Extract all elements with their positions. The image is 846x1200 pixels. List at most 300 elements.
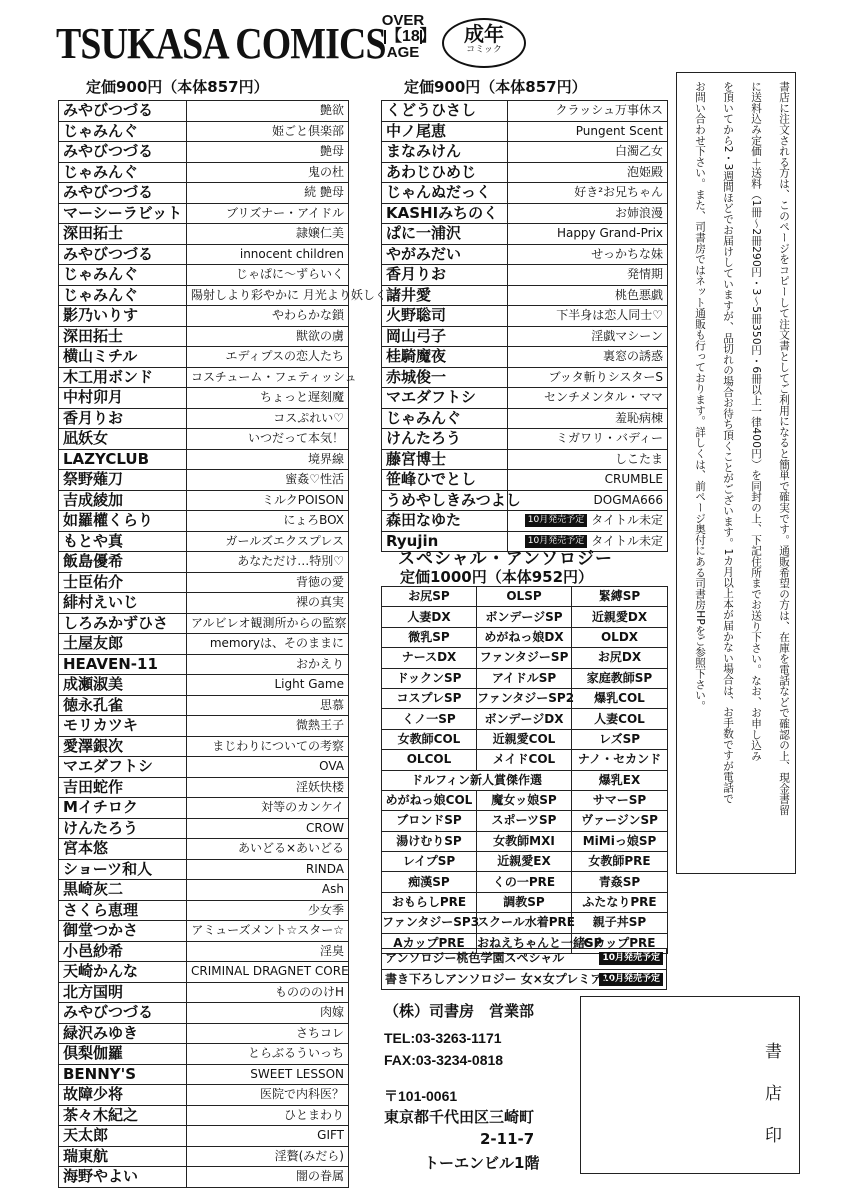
table-row — [59, 429, 349, 450]
author-name: 祭野薙刀 — [59, 470, 187, 491]
book-title: SWEET LESSON — [187, 1064, 349, 1085]
author-name: マエダフトシ — [382, 388, 508, 409]
author-name: けんたろう — [382, 429, 508, 450]
table-row — [59, 552, 349, 573]
release-badge: 10月発売予定 — [525, 514, 587, 527]
anthology-title: ファンタジーSP2 — [477, 688, 572, 708]
grid-row — [382, 648, 668, 668]
book-title: アミューズメント☆スター☆ — [187, 921, 349, 942]
table-row — [382, 449, 668, 470]
book-title: 背徳の愛 — [187, 572, 349, 593]
author-name: 飯島優希 — [59, 552, 187, 573]
author-name: 笹峰ひでとし — [382, 470, 508, 491]
book-title: じゃぱに～ずらいく — [187, 265, 349, 286]
table-row — [382, 101, 668, 122]
grid-row — [382, 831, 668, 851]
book-title: 裏窓の誘惑 — [602, 349, 663, 364]
author-name: 深田拓士 — [59, 326, 187, 347]
book-title: ミルクPOISON — [187, 490, 349, 511]
upcoming-anthologies — [381, 948, 667, 990]
book-title: 裸の真実 — [187, 593, 349, 614]
author-name: Ryujin — [382, 531, 508, 552]
anthology-title: ヴァージンSP — [572, 811, 668, 831]
anthology-title: ふたなりPRE — [572, 892, 668, 912]
anthology-title: 湯けむりSP — [382, 831, 477, 851]
table-row — [382, 388, 668, 409]
book-title-cell — [508, 408, 668, 429]
table-row — [382, 949, 667, 970]
anthology-title: お尻SP — [382, 587, 477, 607]
author-name: 吉田蛇作 — [59, 777, 187, 798]
anthology-title: 爆乳COL — [572, 688, 668, 708]
anthology-title: 近親愛DX — [572, 607, 668, 627]
anthology-title: 爆乳EX — [572, 770, 668, 790]
table-row — [59, 1003, 349, 1024]
book-title: CROW — [187, 818, 349, 839]
table-row — [59, 982, 349, 1003]
table-row — [59, 798, 349, 819]
book-title: 艶欲 — [187, 101, 349, 122]
author-name: KASHIみちのく — [382, 203, 508, 224]
book-title: アルビレオ観測所からの監察 — [187, 613, 349, 634]
book-title: ブッタ斬りシスターS — [548, 369, 663, 384]
book-title: Pungent Scent — [575, 123, 663, 138]
book-title: ブリズナー・アイドル — [187, 203, 349, 224]
anthology-title: メイドCOL — [477, 750, 572, 770]
author-name: みやびつづる — [59, 244, 187, 265]
book-title: DOGMA666 — [593, 492, 663, 507]
author-name: 桂騎魔夜 — [382, 347, 508, 368]
table-row — [59, 1167, 349, 1188]
table-row — [59, 736, 349, 757]
notice-line-1: 書店に注文される方は、このページをコピーして注文書としてご利用になると簡単で確実です。通販希望の方は、在庫を電話などで確認の上、現金書留 — [778, 81, 790, 816]
anthology-title: 女教師COL — [382, 729, 477, 749]
author-name: 影乃いりす — [59, 306, 187, 327]
book-title: エディプスの恋人たち — [187, 347, 349, 368]
table-row — [59, 634, 349, 655]
book-title: さちコレ — [187, 1023, 349, 1044]
author-name: マエダフトシ — [59, 757, 187, 778]
anthology-title: ボンデージDX — [477, 709, 572, 729]
anthology-title: アイドルSP — [477, 668, 572, 688]
book-title: おかえり — [187, 654, 349, 675]
table-row — [59, 654, 349, 675]
grid-row — [382, 587, 668, 607]
table-row — [382, 969, 667, 990]
table-row — [59, 839, 349, 860]
author-name: 海野やよい — [59, 1167, 187, 1188]
author-name: 森田なゆた — [382, 511, 508, 532]
left-catalog-table — [58, 100, 399, 1188]
author-name: やがみだい — [382, 244, 508, 265]
table-row — [59, 449, 349, 470]
anthology-title: ドルフィン新人賞傑作選 — [382, 770, 572, 790]
author-name: さくら恵理 — [59, 900, 187, 921]
book-title: ひとまわり — [187, 1105, 349, 1126]
anthology-title: くの一PRE — [477, 872, 572, 892]
book-title: 羞恥病棟 — [614, 410, 663, 425]
book-title-cell — [508, 101, 668, 122]
book-title: あいどる×あいどる — [187, 839, 349, 860]
table-row — [59, 593, 349, 614]
book-title: 肉嫁 — [187, 1003, 349, 1024]
anthology-title: ドックンSP — [382, 668, 477, 688]
book-title: タイトル未定 — [591, 533, 663, 548]
book-title: 思慕 — [187, 695, 349, 716]
book-title-cell — [508, 490, 668, 511]
anthology-title: ファンタジーSP3 — [382, 913, 477, 933]
anthology-cell — [382, 949, 667, 970]
book-title: 艶母 — [187, 142, 349, 163]
book-title: RINDA — [187, 859, 349, 880]
over18-mark — [378, 12, 436, 61]
table-row — [59, 101, 349, 122]
anthology-title: 微乳SP — [382, 627, 477, 647]
author-name: 香月りお — [382, 265, 508, 286]
book-title: 微熱王子 — [187, 716, 349, 737]
author-name: みやびつづる — [59, 101, 187, 122]
author-name: 藤宮博士 — [382, 449, 508, 470]
table-row — [382, 326, 668, 347]
author-name: 徳永孔雀 — [59, 695, 187, 716]
comic-label: コミック — [466, 45, 502, 55]
book-title: ものののけH — [187, 982, 349, 1003]
table-row — [59, 511, 349, 532]
book-title-cell — [508, 388, 668, 409]
special-price: 定価1000円（本体952円） — [400, 568, 594, 586]
book-title: とらぶるういっち — [187, 1044, 349, 1065]
table-row — [59, 572, 349, 593]
table-row — [59, 1105, 349, 1126]
anthology-title: スポーツSP — [477, 811, 572, 831]
anthology-title: めがねっ娘COL — [382, 790, 477, 810]
book-title: Happy Grand-Prix — [556, 226, 663, 241]
author-name: 緑沢みゆき — [59, 1023, 187, 1044]
table-row — [59, 470, 349, 491]
anthology-title: レズSP — [572, 729, 668, 749]
book-title: 桃色悪戯 — [614, 287, 663, 302]
author-name: 如羅權くらり — [59, 511, 187, 532]
book-title: 蜜姦♡性活 — [187, 470, 349, 491]
author-name: みやびつづる — [59, 183, 187, 204]
book-title: 闇の眷属 — [187, 1167, 349, 1188]
book-title: 続 艶母 — [187, 183, 349, 204]
table-row — [59, 818, 349, 839]
author-name: 赤城俊一 — [382, 367, 508, 388]
anthology-title: めがねっ娘DX — [477, 627, 572, 647]
author-name: みやびつづる — [59, 1003, 187, 1024]
anthology-title: サマーSP — [572, 790, 668, 810]
table-row — [382, 265, 668, 286]
author-name: じゃみんぐ — [59, 285, 187, 306]
table-row — [59, 1064, 349, 1085]
anthology-title: くノ一SP — [382, 709, 477, 729]
author-name: 緋村えいじ — [59, 593, 187, 614]
table-row — [59, 1044, 349, 1065]
book-title: ミガワリ・バディー — [555, 431, 663, 446]
author-name: まなみけん — [382, 142, 508, 163]
table-row — [59, 347, 349, 368]
author-name: 天太郎 — [59, 1126, 187, 1147]
book-title-cell — [508, 121, 668, 142]
book-title: 白濁乙女 — [614, 144, 663, 159]
book-title: センチメンタル・ママ — [543, 390, 663, 405]
book-title: ガールズエクスプレス — [187, 531, 349, 552]
grid-row — [382, 627, 668, 647]
left-price-header: 定価900円（本体857円） — [86, 78, 269, 96]
author-name: じゃみんぐ — [59, 265, 187, 286]
table-row — [382, 429, 668, 450]
book-title: 淫妖快楼 — [187, 777, 349, 798]
grid-row — [382, 790, 668, 810]
table-row — [59, 142, 349, 163]
publisher-fax: FAX:03-3234-0818 — [384, 1052, 504, 1068]
order-notice — [676, 72, 796, 874]
book-title: 獣欲の虜 — [187, 326, 349, 347]
release-badge: 10月発売予定 — [525, 535, 587, 548]
book-title: せっかちな妹 — [591, 246, 663, 261]
table-row — [382, 224, 668, 245]
table-row — [59, 121, 349, 142]
table-row — [59, 490, 349, 511]
book-title: innocent children — [187, 244, 349, 265]
author-name: 火野聡司 — [382, 306, 508, 327]
author-name: 御堂つかさ — [59, 921, 187, 942]
book-title: クラッシュ万事休ス — [555, 103, 663, 118]
author-name: 岡山弓子 — [382, 326, 508, 347]
table-row — [59, 326, 349, 347]
table-row — [59, 941, 349, 962]
anthology-title: 緊縛SP — [572, 587, 668, 607]
anthology-title: おもらしPRE — [382, 892, 477, 912]
author-name: 深田拓士 — [59, 224, 187, 245]
address-line-1: 東京都千代田区三崎町 — [384, 1108, 535, 1126]
stamp-char-2: 店 — [765, 1084, 782, 1104]
author-name: しろみかずひさ — [59, 613, 187, 634]
author-name: あわじひめじ — [382, 162, 508, 183]
author-name: 成瀬淑美 — [59, 675, 187, 696]
anthology-title: AカップPRE — [382, 933, 477, 953]
notice-line-3: を頂いてから2・3週間ほどでお届けしていますが、品切れの場合お待ち頂くことがございます。1カ月以上本が届かない場合は、お手数ですが電話で — [722, 81, 734, 804]
book-title: 淫戯マシーン — [591, 328, 663, 343]
grid-row — [382, 852, 668, 872]
author-name: 天崎かんな — [59, 962, 187, 983]
anthology-title: MiMiっ娘SP — [572, 831, 668, 851]
book-title: 泡姫殿 — [626, 164, 663, 179]
table-row — [59, 675, 349, 696]
adult-label: 成年 — [464, 22, 504, 46]
table-row — [59, 388, 349, 409]
table-row — [59, 408, 349, 429]
author-name: 中村卯月 — [59, 388, 187, 409]
anthology-title: 人妻DX — [382, 607, 477, 627]
book-title-cell — [508, 326, 668, 347]
grid-row — [382, 688, 668, 708]
anthology-title: 家庭教師SP — [572, 668, 668, 688]
author-name: じゃみんぐ — [59, 162, 187, 183]
table-row — [382, 511, 668, 532]
table-row — [59, 244, 349, 265]
author-name: 瑞東航 — [59, 1146, 187, 1167]
book-title: memoryは、そのままに — [187, 634, 349, 655]
book-title: 鬼の杜 — [187, 162, 349, 183]
grid-row — [382, 770, 668, 790]
anthology-title: レイプSP — [382, 852, 477, 872]
grid-row — [382, 729, 668, 749]
over-label: OVER — [381, 12, 425, 29]
author-name: 士臣佑介 — [59, 572, 187, 593]
table-row — [382, 162, 668, 183]
anthology-title: アンソロジー桃色学園スペシャル — [385, 951, 565, 966]
publisher-company: （株）司書房 営業部 — [384, 1002, 535, 1020]
table-row — [59, 962, 349, 983]
notice-line-4: お問い合わせ下さい。また、司書房ではネット通販も行っております。詳しくは、前ページ奥付にある司書房HPをご参照下さい。 — [694, 81, 706, 712]
table-row — [59, 900, 349, 921]
anthology-title: 女教師MXI — [477, 831, 572, 851]
book-title: 対等のカンケイ — [187, 798, 349, 819]
age-label: AGE — [386, 44, 420, 61]
grid-row — [382, 811, 668, 831]
anthology-title: ファンタジーSP — [477, 648, 572, 668]
anthology-title: おねえちゃんと一緒SP — [477, 933, 572, 953]
table-row — [59, 1085, 349, 1106]
author-name: くどうひさし — [382, 101, 508, 122]
book-title-cell — [508, 244, 668, 265]
author-name: 茶々木紀之 — [59, 1105, 187, 1126]
book-title-cell — [508, 347, 668, 368]
author-name: うめやしきみつよし — [382, 490, 508, 511]
grid-row — [382, 668, 668, 688]
table-row — [59, 695, 349, 716]
anthology-title: ナノ・セカンド — [572, 750, 668, 770]
book-title: OVA — [187, 757, 349, 778]
table-row — [59, 367, 349, 388]
author-name: 香月りお — [59, 408, 187, 429]
table-row — [382, 347, 668, 368]
address-line-2: 2-11-7 — [480, 1130, 535, 1148]
book-title-cell — [508, 429, 668, 450]
table-row — [59, 162, 349, 183]
publisher-tel: TEL:03-3263-1171 — [384, 1030, 502, 1046]
anthology-title: コスプレSP — [382, 688, 477, 708]
table-row — [59, 716, 349, 737]
table-row — [59, 921, 349, 942]
book-title-cell — [508, 367, 668, 388]
table-row — [382, 142, 668, 163]
table-row — [59, 285, 349, 306]
book-title: にょろBOX — [187, 511, 349, 532]
author-name: マーシーラビット — [59, 203, 187, 224]
book-title: GIFT — [187, 1126, 349, 1147]
book-title: コスチューム・フェティッシュ — [187, 367, 349, 388]
table-row — [59, 1126, 349, 1147]
special-anthology-title: スペシャル・アンソロジー — [398, 549, 613, 569]
bookstore-stamp-box — [580, 996, 800, 1174]
book-title: あなただけ…特別♡ — [187, 552, 349, 573]
author-name: ショーツ和人 — [59, 859, 187, 880]
book-title: お姉浪漫 — [614, 205, 663, 220]
book-title-cell — [508, 183, 668, 204]
book-title-cell — [508, 224, 668, 245]
author-name: 土屋友郎 — [59, 634, 187, 655]
table-row — [59, 183, 349, 204]
anthology-title: 魔女ッ娘SP — [477, 790, 572, 810]
book-title-cell — [508, 265, 668, 286]
brand-title: TSUKASA COMICS — [56, 19, 386, 68]
grid-row — [382, 750, 668, 770]
author-name: 吉成綾加 — [59, 490, 187, 511]
table-row — [59, 224, 349, 245]
book-title: 好き²お兄ちゃん — [574, 185, 663, 200]
book-title: しこたま — [614, 451, 663, 466]
anthology-title: ナースDX — [382, 648, 477, 668]
author-name: けんたろう — [59, 818, 187, 839]
grid-row — [382, 872, 668, 892]
author-name: 宮本悠 — [59, 839, 187, 860]
author-name: 中ノ尾恵 — [382, 121, 508, 142]
book-title: 陽射しより彩やかに 月光より妖しく… — [187, 285, 349, 306]
anthology-title: 近親愛EX — [477, 852, 572, 872]
author-name: みやびつづる — [59, 142, 187, 163]
table-row — [382, 470, 668, 491]
table-row — [59, 757, 349, 778]
table-row — [382, 203, 668, 224]
anthology-title: GカップPRE — [572, 933, 668, 953]
table-row — [382, 285, 668, 306]
address-line-3: トーエンビル1階 — [424, 1154, 540, 1172]
stamp-char-3: 印 — [765, 1126, 782, 1146]
book-title: CRIMINAL DRAGNET CORE — [187, 962, 349, 983]
anthology-cell — [382, 969, 667, 990]
book-title: 発情期 — [626, 267, 663, 282]
book-title: 医院で内科医？ — [187, 1085, 349, 1106]
anthology-title: 女教師PRE — [572, 852, 668, 872]
author-name: 木工用ボンド — [59, 367, 187, 388]
table-row — [59, 531, 349, 552]
release-badge: 10月発売予定 — [599, 973, 663, 986]
anthology-title: 書き下ろしアンソロジー 女×女プレミアム — [385, 971, 614, 986]
table-row — [59, 777, 349, 798]
grid-row — [382, 709, 668, 729]
anthology-title: 近親愛COL — [477, 729, 572, 749]
adult-comic-badge — [442, 18, 526, 68]
postal-code: 〒101-0061 — [384, 1088, 458, 1104]
author-name: 倶梨伽羅 — [59, 1044, 187, 1065]
book-title: CRUMBLE — [604, 472, 663, 487]
table-row — [382, 121, 668, 142]
anthology-title: 調教SP — [477, 892, 572, 912]
anthology-title: スクール水着PRE — [477, 913, 572, 933]
author-name: LAZYCLUB — [59, 449, 187, 470]
book-title: まじわりについての考察 — [187, 736, 349, 757]
author-name: Mイチロク — [59, 798, 187, 819]
book-title: Ash — [187, 880, 349, 901]
mid-catalog-table — [381, 100, 668, 552]
table-row — [382, 490, 668, 511]
author-name: 愛澤銀次 — [59, 736, 187, 757]
book-title: 淫臭 — [187, 941, 349, 962]
book-title: やわらかな鎖 — [187, 306, 349, 327]
anthology-title: 痴漢SP — [382, 872, 477, 892]
table-row — [382, 183, 668, 204]
book-title-cell — [508, 285, 668, 306]
book-title: 姫ごと倶楽部 — [187, 121, 349, 142]
grid-row — [382, 913, 668, 933]
table-row — [382, 367, 668, 388]
author-name: ぱに一浦沢 — [382, 224, 508, 245]
author-name: じゃんぬだっく — [382, 183, 508, 204]
author-name: モリカツキ — [59, 716, 187, 737]
